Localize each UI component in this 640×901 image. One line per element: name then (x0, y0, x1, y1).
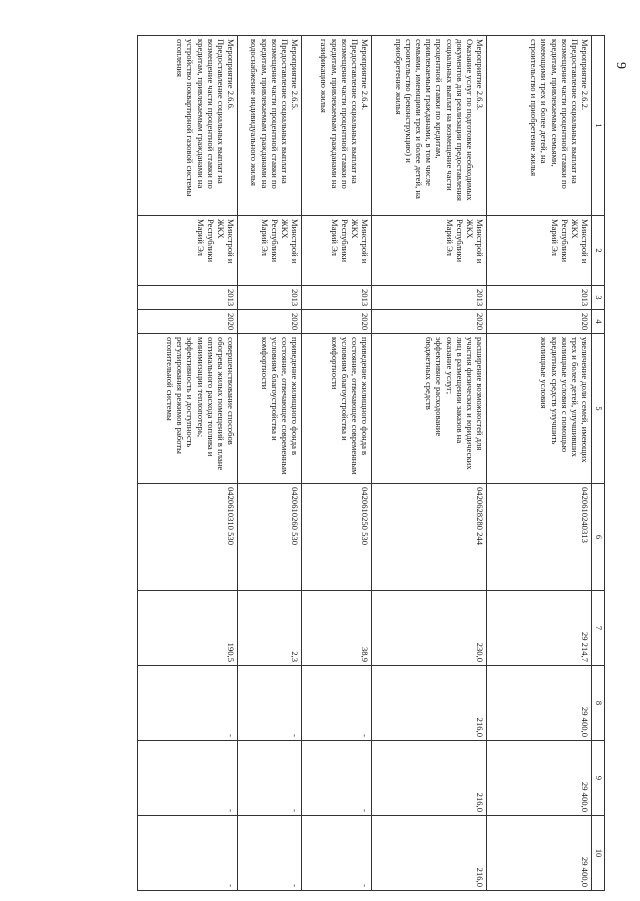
cell-text-line: расширение возможностей для (475, 337, 485, 451)
table-row (487, 36, 592, 891)
amount-cell-c7: 38,9 (302, 591, 372, 666)
amount-cell-c9: - (302, 741, 372, 816)
cell-text-line: социальных выплат на возмещение части (444, 39, 455, 191)
cell-text-line: кредитам, привлекаемым гражданами на (195, 39, 206, 189)
cell-text-line: строительство и приобретение жилья (529, 39, 540, 177)
cell-text-line: кредитных средств улучшить (549, 337, 560, 445)
cell-text-line: Минстрой и ЖКХ (349, 219, 370, 264)
header-col-10: 10 (592, 816, 605, 891)
end-year-cell: 2020 (138, 310, 238, 334)
amount-cell-c7: 230,0 (372, 591, 487, 666)
cell-text-line: оказание услуг; (444, 337, 455, 395)
end-year-cell: 2020 (302, 310, 372, 334)
amount-cell-c10: 216,0 (372, 816, 487, 891)
start-year-cell: 2013 (372, 286, 487, 310)
cell-text-line: участия физических и юридических (464, 337, 475, 470)
cell-text-line: имеющими трех и более детей, на (539, 39, 550, 164)
cell-text-line: возмещение части процентной ставки по (339, 39, 350, 189)
amount-cell-c8: - (138, 666, 238, 741)
cell-text-line: Минстрой и ЖКХ (279, 219, 300, 264)
header-row (592, 36, 605, 891)
cell-text-line: комфортности (259, 337, 270, 390)
cell-text-line: эффективное расходование (434, 337, 445, 437)
cell-text-line: водоснабжение индивидуального жилья (249, 39, 260, 186)
cell-text-line: Минстрой и ЖКХ (464, 219, 485, 264)
start-year-cell: 2013 (487, 286, 592, 310)
cell-text-line: жилищные условия (539, 337, 550, 409)
cell-text-line: приведение жилищного фонда в (360, 337, 370, 456)
measure-cell (238, 36, 302, 216)
cell-text-line: Мероприятие 2.6.2. (580, 39, 590, 111)
start-year-cell: 2013 (302, 286, 372, 310)
result-cell (487, 334, 592, 484)
cell-text-line: Марий Эл (195, 219, 206, 256)
rotated-table-sheet (80, 35, 605, 890)
cell-text-line: возмещение части процентной ставки по (559, 39, 570, 189)
header-col-8: 8 (592, 666, 605, 741)
budget-code-cell: 0420628280 244 (372, 484, 487, 591)
cell-text-line: Предоставление социальных выплат на (279, 39, 290, 184)
executor-cell (487, 216, 592, 286)
amount-cell-c10: - (138, 816, 238, 891)
executor-cell (372, 216, 487, 286)
cell-text-line: жилищные условия с помощью (559, 337, 570, 453)
amount-cell-c7: 29 214,7 (487, 591, 592, 666)
table-row (372, 36, 487, 891)
cell-text-line: Марий Эл (329, 219, 340, 256)
budget-code-cell: 0420610240313 (487, 484, 592, 591)
header-col-9: 9 (592, 741, 605, 816)
table-row (138, 36, 238, 891)
table-body (138, 36, 592, 891)
start-year-cell: 2013 (138, 286, 238, 310)
cell-text-line: Мероприятие 2.6.3. (475, 39, 485, 111)
executor-cell (238, 216, 302, 286)
cell-text-line: условиям благоустройства и (339, 337, 350, 441)
cell-text-line: Предоставление социальных выплат на (215, 39, 226, 184)
header-col-7: 7 (592, 591, 605, 666)
amount-cell-c10: 29 400,0 (487, 816, 592, 891)
cell-text-line: состояние, отвечающее современным (279, 337, 290, 475)
cell-text-line: приобретение жилья (393, 39, 404, 115)
amount-cell-c7: 2,3 (238, 591, 302, 666)
cell-text-line: устройство поквартирной газовой системы (185, 39, 196, 197)
executor-cell (138, 216, 238, 286)
cell-text-line: возмещение части процентной ставки по (205, 39, 216, 189)
amount-cell-c10: - (302, 816, 372, 891)
cell-text-line: процентной ставки по кредитам, (434, 39, 445, 159)
cell-text-line: Минстрой и ЖКХ (569, 219, 590, 264)
amount-cell-c9: - (138, 741, 238, 816)
cell-text-line: кредитам, привлекаемым гражданами на (329, 39, 340, 189)
measure-cell (302, 36, 372, 216)
executor-cell (302, 216, 372, 286)
end-year-cell: 2020 (238, 310, 302, 334)
measure-cell (487, 36, 592, 216)
cell-text-line: обогрева жилых помещений в плане (215, 337, 226, 471)
cell-text-line: Республики (454, 219, 465, 263)
result-cell (302, 334, 372, 484)
header-col-6: 6 (592, 484, 605, 591)
cell-text-line: Марий Эл (444, 219, 455, 256)
amount-cell-c8: 29 400,0 (487, 666, 592, 741)
measure-cell (138, 36, 238, 216)
header-col-3: 3 (592, 286, 605, 310)
cell-text-line: Минстрой и ЖКХ (215, 219, 236, 264)
amount-cell-c9: 216,0 (372, 741, 487, 816)
start-year-cell: 2013 (238, 286, 302, 310)
header-col-2: 2 (592, 216, 605, 286)
cell-text-line: отопительной системы (165, 337, 176, 421)
cell-text-line: Республики (269, 219, 280, 263)
cell-text-line: Мероприятие 2.6.4. (360, 39, 370, 111)
cell-text-line: комфортности (329, 337, 340, 390)
cell-text-line: отопления (175, 39, 186, 77)
table-row (238, 36, 302, 891)
program-measures-table (137, 35, 605, 891)
cell-text-line: Оказание услуг по подготовке необходимых (464, 39, 475, 201)
cell-text-line: семьями, имеющими трех и более детей, на (414, 39, 425, 199)
page-number: 9 (613, 62, 628, 69)
cell-text-line: Республики (339, 219, 350, 263)
cell-text-line: трех и более детей, улучшивших (569, 337, 580, 457)
cell-text-line: увеличение доли семей, имеющих (580, 337, 590, 463)
header-col-5: 5 (592, 334, 605, 484)
amount-cell-c9: 29 400,0 (487, 741, 592, 816)
amount-cell-c8: 216,0 (372, 666, 487, 741)
cell-text-line: возмещение части процентной ставки по (269, 39, 280, 189)
end-year-cell: 2020 (487, 310, 592, 334)
cell-text-line: Марий Эл (549, 219, 560, 256)
cell-text-line: Предоставление социальных выплат на (569, 39, 580, 184)
cell-text-line: Мероприятие 2.6.5. (290, 39, 300, 111)
cell-text-line: приведение жилищного фонда в (290, 337, 300, 456)
cell-text-line: кредитам, привлекаемым гражданами на (259, 39, 270, 189)
result-cell (238, 334, 302, 484)
budget-code-cell: 0420610310 530 (138, 484, 238, 591)
cell-text-line: Мероприятие 2.6.6. (226, 39, 236, 111)
cell-text-line: Республики (559, 219, 570, 263)
end-year-cell: 2020 (372, 310, 487, 334)
cell-text-line: состояние, отвечающее современным (349, 337, 360, 475)
cell-text-line: лиц в размещении заказов на (454, 337, 465, 444)
cell-text-line: газификацию жилья (319, 39, 330, 113)
amount-cell-c7: 190,5 (138, 591, 238, 666)
cell-text-line: документов для реализации предоставления (454, 39, 465, 201)
cell-text-line: оптимального расхода топлива и (205, 337, 216, 457)
budget-code-cell: 0420610260 530 (238, 484, 302, 591)
cell-text-line: Республики (205, 219, 216, 263)
table-row (302, 36, 372, 891)
cell-text-line: кредитам, привлекаемым семьями, (549, 39, 560, 167)
cell-text-line: бюджетных средств (424, 337, 435, 410)
amount-cell-c8: - (238, 666, 302, 741)
cell-text-line: привлекаемым гражданами, в том числе (424, 39, 435, 186)
cell-text-line: Марий Эл (259, 219, 270, 256)
cell-text-line: совершенствование способов (226, 337, 236, 445)
result-cell (138, 334, 238, 484)
amount-cell-c8: - (302, 666, 372, 741)
cell-text-line: эффективность и доступность (185, 337, 196, 448)
cell-text-line: условиям благоустройства и (269, 337, 280, 441)
budget-code-cell: 0420610250 530 (302, 484, 372, 591)
cell-text-line: минимизации теплопотерь; (195, 337, 206, 438)
cell-text-line: строительство (реконструкцию) и (404, 39, 415, 163)
result-cell (372, 334, 487, 484)
cell-text-line: Предоставление социальных выплат на (349, 39, 360, 184)
header-col-4: 4 (592, 310, 605, 334)
measure-cell (372, 36, 487, 216)
amount-cell-c10: - (238, 816, 302, 891)
header-col-1: 1 (592, 36, 605, 216)
cell-text-line: регулирования режимов работы (175, 337, 186, 454)
amount-cell-c9: - (238, 741, 302, 816)
